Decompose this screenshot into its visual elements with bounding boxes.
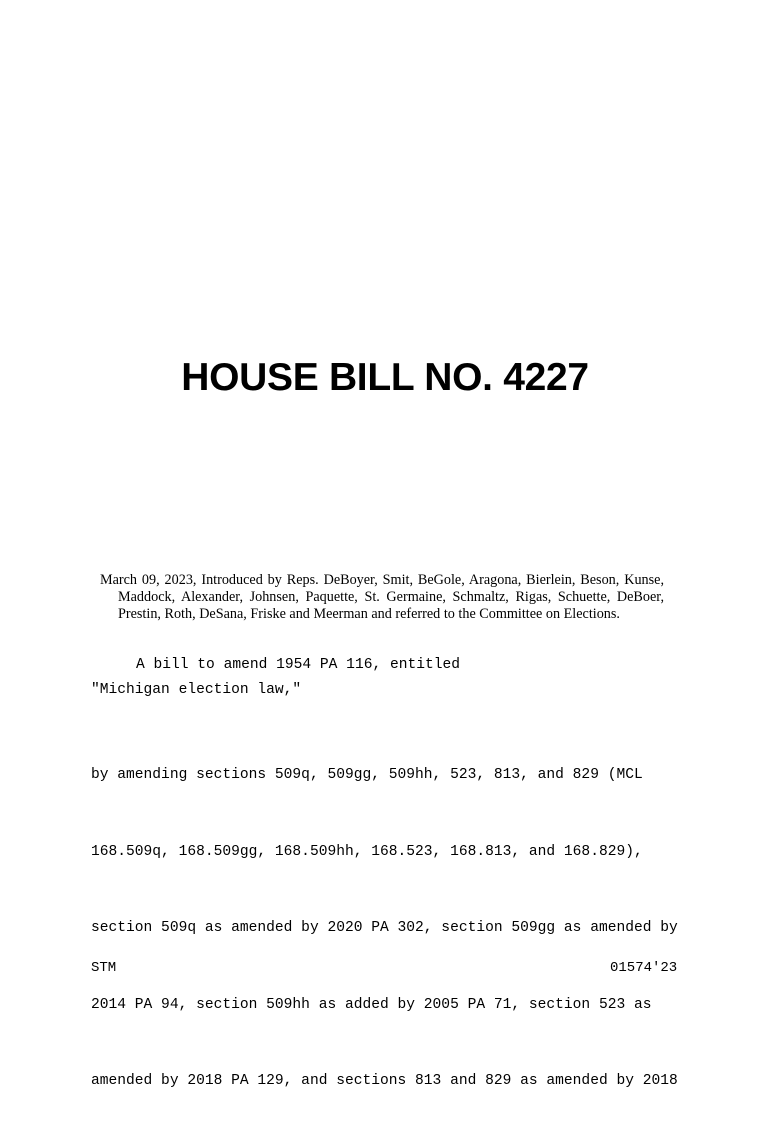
footer-drafter-code: STM (91, 960, 117, 976)
bill-short-title: "Michigan election law," (91, 682, 302, 698)
body-line: 168.509q, 168.509gg, 168.509hh, 168.523, 168.813, and 168.829), (91, 843, 643, 860)
bill-body-text (91, 712, 678, 1146)
bill-intro-line: A bill to amend 1954 PA 116, entitled (136, 657, 461, 673)
body-line: amended by 2018 PA 129, and sections 813 and 829 as amended by 2018 (91, 1073, 678, 1089)
body-line: section 509q as amended by 2020 PA 302, section 509gg as amended by (91, 920, 678, 936)
footer-document-number: 01574'23 (610, 960, 678, 976)
body-line: by amending sections 509q, 509gg, 509hh, 523, 813, and 829 (MCL (91, 767, 643, 783)
bill-title: HOUSE BILL NO. 4227 (181, 356, 589, 399)
introduction-paragraph: March 09, 2023, Introduced by Reps. DeBoyer, Smit, BeGole, Aragona, Bierlein, Beson, Kunse, Maddock, Alexander, Johnsen, Paquette, St. Germaine, Schmaltz, Rigas, Schuette, DeBoer, Prestin, Roth, DeSana, Friske and Meerman and referred to the Committee on Elections. (100, 572, 664, 622)
body-line: 2014 PA 94, section 509hh as added by 2005 PA 71, section 523 as (91, 996, 652, 1013)
